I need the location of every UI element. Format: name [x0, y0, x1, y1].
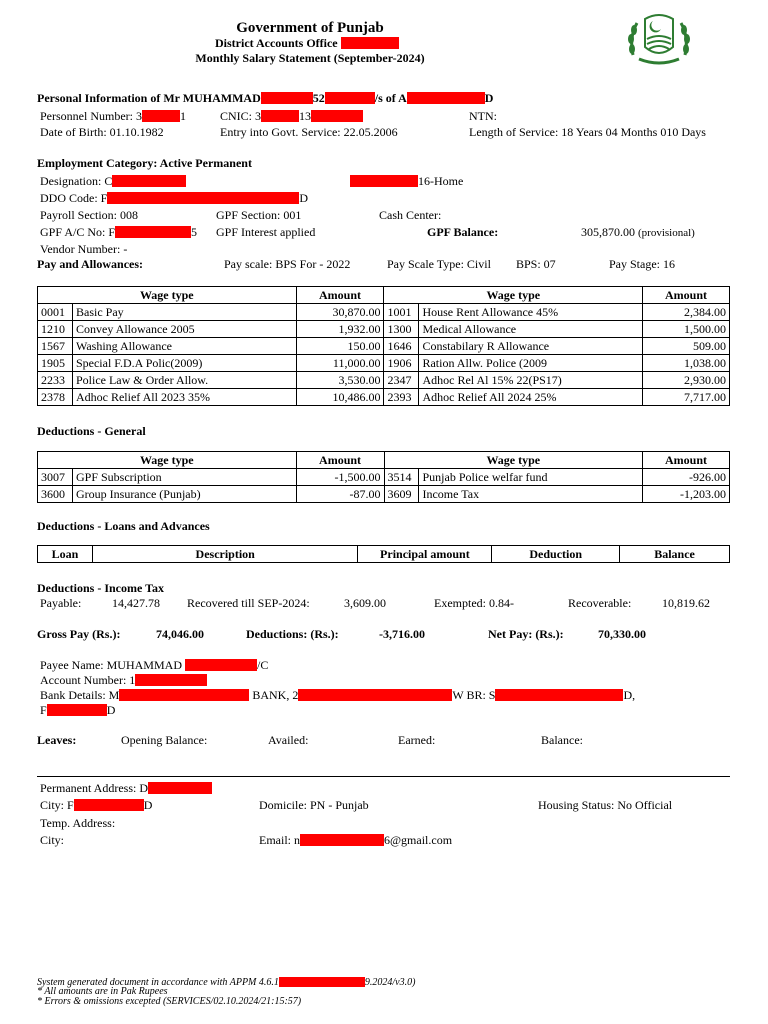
- amount: 11,000.00: [296, 355, 384, 372]
- cnic-label: CNIC: 3: [220, 109, 262, 123]
- redaction: [407, 92, 485, 104]
- vendor-number: Vendor Number: -: [40, 242, 128, 256]
- wage-code: 3600: [38, 486, 73, 503]
- designation-end: [350, 174, 463, 188]
- designation-label: Designation: C: [40, 174, 113, 188]
- col-wage-type: Wage type: [38, 287, 297, 304]
- date-of-birth: Date of Birth: 01.10.1982: [40, 125, 164, 139]
- page-title: Government of Punjab: [236, 20, 384, 36]
- col-description: Description: [92, 546, 358, 563]
- wage-desc: Convey Allowance 2005: [72, 321, 296, 338]
- gpf-interest: GPF Interest applied: [216, 225, 316, 239]
- ntn: NTN:: [469, 109, 497, 123]
- wage-code: 1906: [384, 355, 419, 372]
- recoverable-value: 10,819.62: [662, 596, 710, 610]
- wage-code: 0001: [38, 304, 73, 321]
- redaction: [261, 92, 313, 104]
- temp-address: Temp. Address:: [40, 816, 116, 830]
- amount: -1,500.00: [296, 469, 384, 486]
- redaction: [107, 192, 299, 204]
- col-balance: Balance: [620, 546, 730, 563]
- amount: 509.00: [643, 338, 730, 355]
- wage-desc: Special F.D.A Polic(2009): [72, 355, 296, 372]
- table-row: [38, 304, 730, 321]
- loans-table: [37, 545, 730, 563]
- gross-pay-label: Gross Pay (Rs.):: [37, 627, 121, 641]
- wage-desc: Constabilary R Allowance: [419, 338, 643, 355]
- amount: 30,870.00: [296, 304, 384, 321]
- redaction: [261, 110, 299, 122]
- recovered-label: Recovered till SEP-2024:: [187, 596, 310, 610]
- amount: 3,530.00: [296, 372, 384, 389]
- city: [40, 798, 152, 812]
- footer-line1-end: 9.2024/v3.0): [364, 977, 416, 988]
- gpf-account: [40, 225, 197, 239]
- city-end: D: [143, 798, 153, 812]
- wage-desc: Ration Allw. Police (2009: [419, 355, 643, 372]
- amount: 2,384.00: [643, 304, 730, 321]
- wage-desc: Punjab Police welfar fund: [419, 469, 643, 486]
- office-line: [215, 36, 399, 50]
- personal-heading-part: /s of A: [374, 91, 407, 105]
- wage-desc: Adhoc Relief All 2023 35%: [72, 389, 296, 406]
- payee-name-end: /C: [256, 658, 269, 672]
- redaction: [341, 37, 399, 49]
- wage-desc: GPF Subscription: [72, 469, 296, 486]
- wage-code: 1646: [384, 338, 419, 355]
- col-wage-type: Wage type: [384, 452, 643, 469]
- wage-desc: House Rent Allowance 45%: [419, 304, 643, 321]
- col-principal: Principal amount: [358, 546, 492, 563]
- pay-stage: Pay Stage: 16: [609, 257, 675, 271]
- col-wage-type: Wage type: [384, 287, 643, 304]
- statement-title: Monthly Salary Statement (September-2024): [195, 51, 425, 65]
- wage-desc: Washing Allowance: [72, 338, 296, 355]
- wage-desc: Income Tax: [419, 486, 643, 503]
- wage-desc: Adhoc Rel Al 15% 22(PS17): [419, 372, 643, 389]
- personnel-label: Personnel Number: 3: [40, 109, 142, 123]
- amount: 150.00: [296, 338, 384, 355]
- account-number-label: Account Number: 1: [40, 673, 136, 687]
- wage-code: 3007: [38, 469, 73, 486]
- bank-label: Bank Details: M: [40, 688, 120, 702]
- redaction: [135, 674, 207, 686]
- redaction: [74, 799, 144, 811]
- redaction: [350, 175, 418, 187]
- deductions-table: [37, 451, 730, 503]
- redaction: [300, 834, 384, 846]
- ddo-label: DDO Code: F: [40, 191, 108, 205]
- col-amount: Amount: [296, 287, 384, 304]
- recovered-value: 3,609.00: [344, 596, 386, 610]
- wage-code: 3514: [384, 469, 419, 486]
- personal-heading-label: Personal Information of Mr MUHAMMAD: [37, 91, 261, 105]
- permanent-address: [40, 781, 212, 795]
- bank-details-line2: [40, 703, 115, 717]
- cnic: [220, 109, 363, 123]
- table-header-row: [38, 287, 730, 304]
- pay-heading: Pay and Allowances:: [37, 257, 144, 271]
- housing-status: Housing Status: No Official: [538, 798, 673, 812]
- email-label: Email: n: [259, 833, 300, 847]
- col-wage-type: Wage type: [38, 452, 297, 469]
- punjab-emblem-icon: [625, 9, 693, 67]
- employment-category: Employment Category: Active Permanent: [37, 156, 252, 170]
- col-loan: Loan: [38, 546, 93, 563]
- redaction: [311, 110, 363, 122]
- domicile: Domicile: PN - Punjab: [259, 798, 369, 812]
- redaction: [185, 659, 257, 671]
- footer-line3: * Errors & omissions excepted (SERVICES/02.10.2024/21:15:57): [37, 996, 302, 1007]
- exempted: Exempted: 0.84-: [434, 596, 514, 610]
- recoverable-label: Recoverable:: [568, 596, 632, 610]
- entry-date: Entry into Govt. Service: 22.05.2006: [220, 125, 398, 139]
- deductions-general-heading: Deductions - General: [37, 424, 146, 438]
- pay-scale-type: Pay Scale Type: Civil: [387, 257, 491, 271]
- bank-part: BANK, 2: [252, 688, 299, 702]
- bank-details: [40, 688, 635, 702]
- table-row: [38, 355, 730, 372]
- wage-desc: Basic Pay: [72, 304, 296, 321]
- wage-code: 1567: [38, 338, 73, 355]
- income-tax-heading: Deductions - Income Tax: [37, 581, 165, 595]
- wage-code: 3609: [384, 486, 419, 503]
- net-pay-label: Net Pay: (Rs.):: [488, 627, 564, 641]
- amount: 7,717.00: [643, 389, 730, 406]
- payable-value: 14,427.78: [112, 596, 160, 610]
- col-amount: Amount: [643, 287, 730, 304]
- gpf-section: GPF Section: 001: [216, 208, 302, 222]
- footer-line1-text: System generated document in accordance with APPM 4.6.1: [37, 977, 279, 988]
- temp-city: City:: [40, 833, 65, 847]
- wage-desc: Police Law & Order Allow.: [72, 372, 296, 389]
- gpf-account-label: GPF A/C No: F: [40, 225, 116, 239]
- redaction: [495, 689, 623, 701]
- table-row: [38, 372, 730, 389]
- earned: Earned:: [398, 733, 436, 747]
- amount: -926.00: [643, 469, 730, 486]
- office-label: District Accounts Office: [215, 36, 338, 50]
- table-row: [38, 338, 730, 355]
- amount: 2,930.00: [643, 372, 730, 389]
- wage-desc: Medical Allowance: [419, 321, 643, 338]
- gpf-account-end: 5: [191, 225, 198, 239]
- availed: Availed:: [268, 733, 309, 747]
- designation-suffix: 16-Home: [418, 174, 464, 188]
- table-row: [38, 486, 730, 503]
- gpf-balance-label: GPF Balance:: [427, 225, 499, 239]
- wage-code: 2393: [384, 389, 419, 406]
- deductions-label: Deductions: (Rs.):: [246, 627, 339, 641]
- gpf-balance-amount: 305,870.00: [581, 225, 635, 239]
- amount: 10,486.00: [296, 389, 384, 406]
- personnel-end: 1: [179, 109, 186, 123]
- table-header-row: [38, 546, 730, 563]
- gpf-balance-value: [581, 225, 695, 240]
- amount: 1,932.00: [296, 321, 384, 338]
- cnic-part: 13: [299, 109, 312, 123]
- email: [259, 833, 452, 847]
- redaction: [47, 704, 107, 716]
- gpf-balance-note: (provisional): [638, 227, 695, 239]
- amount: 1,500.00: [643, 321, 730, 338]
- wage-code: 2378: [38, 389, 73, 406]
- redaction: [298, 689, 452, 701]
- wage-desc: Adhoc Relief All 2024 25%: [419, 389, 643, 406]
- divider: [37, 776, 730, 777]
- balance: Balance:: [541, 733, 583, 747]
- payee-name-label: Payee Name: MUHAMMAD: [40, 658, 182, 672]
- email-end: 6@gmail.com: [384, 833, 453, 847]
- personnel-number: [40, 109, 186, 123]
- gross-pay-value: 74,046.00: [156, 627, 204, 641]
- allowances-table: [37, 286, 730, 406]
- personal-heading-part: 52: [312, 91, 325, 105]
- deductions-value: -3,716.00: [379, 627, 425, 641]
- account-number: [40, 673, 207, 687]
- amount: 1,038.00: [643, 355, 730, 372]
- wage-desc: Group Insurance (Punjab): [72, 486, 296, 503]
- net-pay-value: 70,330.00: [598, 627, 646, 641]
- loans-heading: Deductions - Loans and Advances: [37, 519, 210, 533]
- amount: -87.00: [296, 486, 384, 503]
- payee-name: [40, 658, 268, 672]
- length-of-service: Length of Service: 18 Years 04 Months 010 Days: [469, 125, 706, 139]
- wage-code: 2233: [38, 372, 73, 389]
- redaction: [142, 110, 180, 122]
- amount: -1,203.00: [643, 486, 730, 503]
- ddo-code: [40, 191, 308, 205]
- bank-line2-end: D: [106, 703, 116, 717]
- personal-heading-part: D: [484, 91, 494, 105]
- col-deduction: Deduction: [492, 546, 620, 563]
- redaction: [279, 977, 365, 987]
- personal-heading: [37, 91, 493, 105]
- redaction: [325, 92, 375, 104]
- city-label: City: F: [40, 798, 74, 812]
- bank-end: D,: [623, 688, 636, 702]
- redaction: [112, 175, 186, 187]
- cash-center: Cash Center:: [379, 208, 442, 222]
- redaction: [119, 689, 249, 701]
- designation: [40, 174, 186, 188]
- wage-code: 2347: [384, 372, 419, 389]
- table-header-row: [38, 452, 730, 469]
- bps: BPS: 07: [516, 257, 556, 271]
- table-row: [38, 321, 730, 338]
- redaction: [148, 782, 212, 794]
- redaction: [115, 226, 191, 238]
- table-row: [38, 389, 730, 406]
- payroll-section: Payroll Section: 008: [40, 208, 138, 222]
- wage-code: 1001: [384, 304, 419, 321]
- payable-label: Payable:: [40, 596, 82, 610]
- table-row: [38, 469, 730, 486]
- wage-code: 1210: [38, 321, 73, 338]
- wage-code: 1300: [384, 321, 419, 338]
- footer-line2: * All amounts are in Pak Rupees: [37, 986, 168, 997]
- bank-branch: W BR: S: [452, 688, 496, 702]
- leaves-heading: Leaves:: [37, 733, 77, 747]
- bank-line2-label: F: [40, 703, 47, 717]
- col-amount: Amount: [643, 452, 730, 469]
- permanent-address-label: Permanent Address: D: [40, 781, 148, 795]
- opening-balance: Opening Balance:: [121, 733, 208, 747]
- ddo-end: D: [299, 191, 309, 205]
- wage-code: 1905: [38, 355, 73, 372]
- pay-scale: Pay scale: BPS For - 2022: [224, 257, 351, 271]
- col-amount: Amount: [296, 452, 384, 469]
